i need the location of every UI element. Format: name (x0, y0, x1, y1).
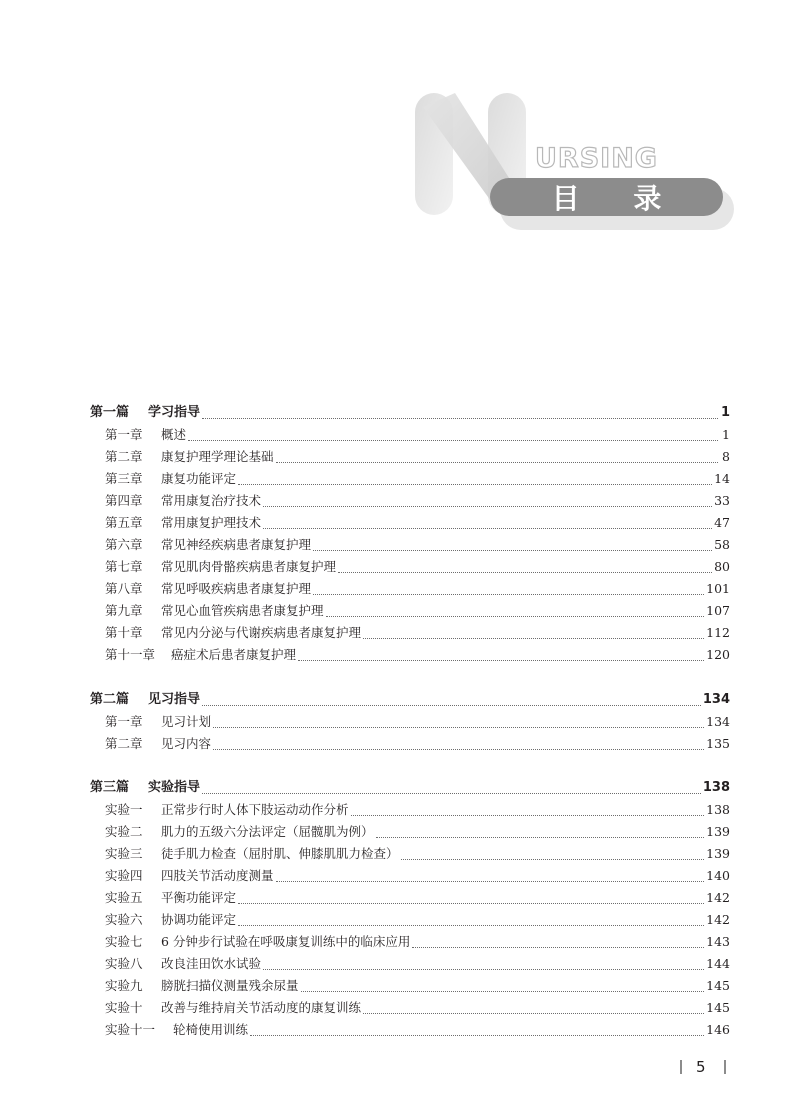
toc-entry[interactable] (105, 932, 730, 952)
toc-entry[interactable] (105, 557, 730, 577)
page-number: 112 (706, 625, 730, 640)
dot-leader (263, 968, 704, 970)
experiment-title: 轮椅使用训练 (173, 1022, 249, 1037)
toc-part-heading[interactable] (90, 403, 730, 423)
dot-leader (238, 483, 712, 485)
experiment-number: 实验一 (105, 802, 143, 817)
dot-leader (250, 1034, 704, 1036)
page-number: 143 (706, 934, 730, 949)
page-number: 47 (714, 515, 730, 530)
experiment-number: 实验七 (105, 934, 143, 949)
toc-entry[interactable] (105, 888, 730, 908)
toc-entry[interactable] (105, 491, 730, 511)
chapter-title: 常见呼吸疾病患者康复护理 (161, 581, 312, 596)
page-number: 101 (706, 581, 730, 596)
toc-entry[interactable] (105, 513, 730, 533)
chapter-title: 常见内分泌与代谢疾病患者康复护理 (161, 625, 362, 640)
chapter-number: 第三章 (105, 471, 143, 486)
toc-entry[interactable] (105, 579, 730, 599)
chapter-title: 癌症术后患者康复护理 (171, 647, 297, 662)
chapter-number: 第六章 (105, 537, 143, 552)
experiment-number: 实验十 (105, 1000, 143, 1015)
experiment-number: 实验五 (105, 890, 143, 905)
part-title: 见习指导 (148, 692, 201, 707)
toc-entry[interactable] (105, 734, 730, 754)
page-number: 145 (706, 1000, 730, 1015)
experiment-number: 实验六 (105, 912, 143, 927)
page-number: 142 (706, 890, 730, 905)
experiment-number: 实验三 (105, 846, 143, 861)
page-number: 58 (714, 537, 730, 552)
part-number: 第二篇 (90, 692, 130, 707)
dot-leader (213, 726, 704, 728)
experiment-title: 协调功能评定 (161, 912, 237, 927)
dot-leader (298, 659, 704, 661)
dot-leader (213, 748, 704, 750)
dot-leader (313, 593, 704, 595)
dot-leader (376, 836, 705, 838)
chapter-title: 见习内容 (161, 736, 212, 751)
toc-entry[interactable] (105, 822, 730, 842)
page-number: 142 (706, 912, 730, 927)
page-number: 139 (706, 824, 730, 839)
footer-divider-left (680, 1060, 682, 1074)
toc-part-heading[interactable] (90, 690, 730, 710)
experiment-title: 改良洼田饮水试验 (161, 956, 262, 971)
chapter-number: 第五章 (105, 515, 143, 530)
chapter-title: 康复护理学理论基础 (161, 449, 274, 464)
chapter-number: 第八章 (105, 581, 143, 596)
chapter-number: 第十章 (105, 625, 143, 640)
toc-entry[interactable] (105, 954, 730, 974)
dot-leader (363, 637, 704, 639)
part-title: 实验指导 (148, 780, 201, 795)
chapter-number: 第九章 (105, 603, 143, 618)
toc-entry[interactable] (105, 866, 730, 886)
header-banner (405, 85, 745, 235)
dot-leader (338, 571, 712, 573)
page-number: 140 (706, 868, 730, 883)
toc-entry[interactable] (105, 601, 730, 621)
page-number: 1 (720, 405, 730, 420)
page-number: 134 (702, 692, 730, 707)
page-number: 138 (706, 802, 730, 817)
experiment-title: 改善与维持肩关节活动度的康复训练 (161, 1000, 362, 1015)
chapter-number: 第四章 (105, 493, 143, 508)
dot-leader (202, 704, 701, 706)
experiment-number: 实验九 (105, 978, 143, 993)
dot-leader (202, 792, 701, 794)
toc-entry[interactable] (105, 447, 730, 467)
dot-leader (263, 527, 712, 529)
experiment-title: 6 分钟步行试验在呼吸康复训练中的临床应用 (161, 934, 411, 949)
toc-entry[interactable] (105, 623, 730, 643)
part-number: 第一篇 (90, 405, 130, 420)
title-pill (490, 178, 723, 216)
experiment-title: 膀胱扫描仪测量残余尿量 (161, 978, 299, 993)
page-number: 14 (714, 471, 730, 486)
page-footer (680, 1058, 730, 1078)
dot-leader (202, 417, 718, 419)
experiment-title: 肌力的五级六分法评定（屈髋肌为例） (161, 824, 374, 839)
chapter-title: 常见心血管疾病患者康复护理 (161, 603, 324, 618)
footer-divider-right (724, 1060, 726, 1074)
chapter-number: 第七章 (105, 559, 143, 574)
experiment-number: 实验二 (105, 824, 143, 839)
dot-leader (351, 814, 705, 816)
page-number: 145 (706, 978, 730, 993)
toc-entry[interactable] (105, 910, 730, 930)
chapter-title: 常用康复护理技术 (161, 515, 262, 530)
dot-leader (326, 615, 705, 617)
page-number: 146 (706, 1022, 730, 1037)
dot-leader (401, 858, 705, 860)
part-title: 学习指导 (148, 405, 201, 420)
page-title: 目 录 (551, 182, 684, 215)
dot-leader (313, 549, 712, 551)
dot-leader (238, 902, 704, 904)
experiment-title: 四肢关节活动度测量 (161, 868, 274, 883)
chapter-title: 常见肌肉骨骼疾病患者康复护理 (161, 559, 337, 574)
dot-leader (412, 946, 704, 948)
page-number: 1 (722, 427, 730, 442)
page-number: 107 (706, 603, 730, 618)
chapter-title: 概述 (161, 427, 187, 442)
toc-entry[interactable] (105, 976, 730, 996)
page-number: 33 (714, 493, 730, 508)
toc-entry[interactable] (105, 535, 730, 555)
dot-leader (301, 990, 705, 992)
page-number: 120 (706, 647, 730, 662)
chapter-number: 第二章 (105, 736, 143, 751)
chapter-number: 第二章 (105, 449, 143, 464)
chapter-title: 常用康复治疗技术 (161, 493, 262, 508)
page-number: 135 (706, 736, 730, 751)
dot-leader (188, 439, 718, 441)
page-number: 138 (702, 780, 730, 795)
page-number: 144 (706, 956, 730, 971)
part-number: 第三篇 (90, 780, 130, 795)
toc-entry[interactable] (105, 800, 730, 820)
experiment-number: 实验十一 (105, 1022, 156, 1037)
toc-part-heading[interactable] (90, 778, 730, 798)
dot-leader (238, 924, 704, 926)
toc-entry[interactable] (105, 844, 730, 864)
dot-leader (276, 461, 718, 463)
experiment-title: 平衡功能评定 (161, 890, 237, 905)
chapter-title: 常见神经疾病患者康复护理 (161, 537, 312, 552)
toc-entry[interactable] (105, 712, 730, 732)
experiment-number: 实验八 (105, 956, 143, 971)
chapter-title: 见习计划 (161, 714, 212, 729)
chapter-title: 康复功能评定 (161, 471, 237, 486)
ursing-logo-text: URSING (535, 143, 658, 174)
chapter-number: 第十一章 (105, 647, 156, 662)
toc-entry[interactable] (105, 998, 730, 1018)
toc-entry[interactable] (105, 1020, 730, 1040)
chapter-number: 第一章 (105, 427, 143, 442)
footer-page-number: 5 (696, 1058, 706, 1076)
dot-leader (263, 505, 712, 507)
chapter-number: 第一章 (105, 714, 143, 729)
toc-entry[interactable] (105, 469, 730, 489)
page-number: 134 (706, 714, 730, 729)
toc-entry[interactable] (105, 425, 730, 445)
page-number: 139 (706, 846, 730, 861)
experiment-number: 实验四 (105, 868, 143, 883)
dot-leader (363, 1012, 704, 1014)
experiment-title: 正常步行时人体下肢运动动作分析 (161, 802, 349, 817)
experiment-title: 徒手肌力检查（屈肘肌、伸膝肌肌力检查） (161, 846, 399, 861)
dot-leader (276, 880, 705, 882)
toc-entry[interactable] (105, 645, 730, 665)
page-number: 8 (722, 449, 730, 464)
page-number: 80 (714, 559, 730, 574)
